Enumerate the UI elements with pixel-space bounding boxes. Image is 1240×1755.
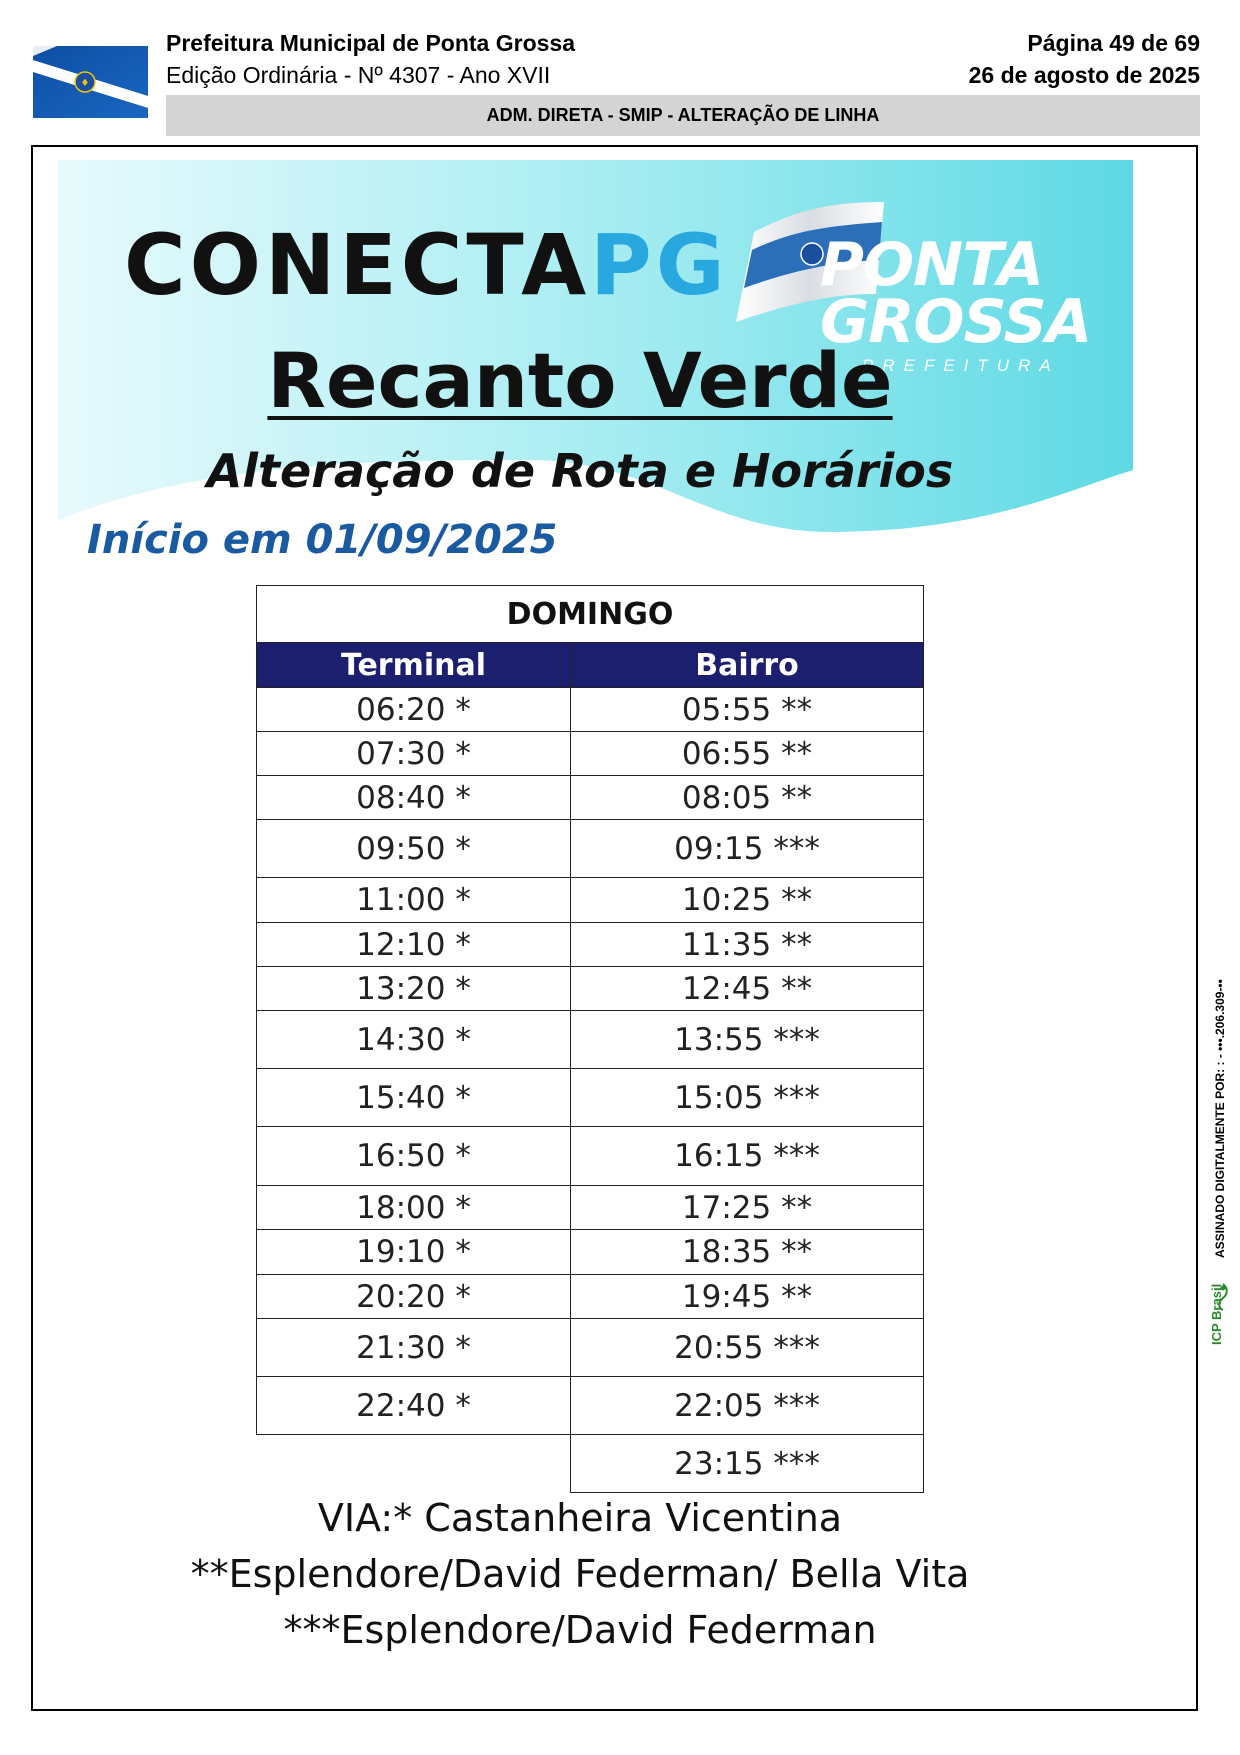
ponta-grossa-logo: PONTA GROSSA [820, 230, 1092, 357]
table-row: 14:30 * 13:55 *** [257, 1011, 924, 1069]
start-date: Início em 01/09/2025 [87, 517, 558, 563]
table-row: 19:10 * 18:35 ** [257, 1230, 924, 1275]
table-row: 20:20 * 19:45 ** [257, 1275, 924, 1319]
table-row: 16:50 * 16:15 *** [257, 1127, 924, 1186]
table-row: 07:30 * 06:55 ** [257, 732, 924, 776]
table-row: 09:50 * 09:15 *** [257, 820, 924, 878]
note-line-1: VIA:* Castanheira Vicentina [317, 1496, 843, 1540]
table-row: 23:15 *** [257, 1435, 924, 1493]
route-notes [0, 1490, 1160, 1658]
header-date: 26 de agosto de 2025 [968, 62, 1200, 88]
table-row: 18:00 * 17:25 ** [257, 1186, 924, 1230]
icp-brasil-label: ICP Brasil [1209, 1283, 1224, 1345]
note-line-2: **Esplendore/David Federman/ Bella Vita [190, 1552, 970, 1596]
header-section: ADM. DIRETA - SMIP - ALTERAÇÃO DE LINHA [486, 105, 880, 125]
digital-signature-text: ASSINADO DIGITALMENTE POR: : - •••.206.309-•• [1213, 979, 1227, 1258]
note-line-3: ***Esplendore/David Federman [283, 1608, 877, 1652]
table-row: 13:20 * 12:45 ** [257, 967, 924, 1011]
prefeitura-label: PREFEITURA [862, 356, 1060, 375]
table-row: 11:00 * 10:25 ** [257, 878, 924, 923]
table-row: 06:20 * 05:55 ** [257, 688, 924, 732]
column-terminal: Terminal [257, 643, 571, 688]
table-row: 08:40 * 08:05 ** [257, 776, 924, 820]
schedule-table [256, 585, 924, 1493]
header-org: Prefeitura Municipal de Ponta Grossa [166, 30, 575, 56]
line-subtitle: Alteração de Rota e Horários [206, 444, 954, 498]
table-row: 21:30 * 20:55 *** [257, 1319, 924, 1377]
table-row: 22:40 * 22:05 *** [257, 1377, 924, 1435]
city-flag-icon [33, 46, 148, 118]
line-title: Recanto Verde [267, 336, 893, 425]
header-edition: Edição Ordinária - Nº 4307 - Ano XVII [166, 62, 551, 88]
day-header: DOMINGO [257, 586, 924, 643]
header-page-number: Página 49 de 69 [1027, 30, 1200, 56]
header-section-bar [166, 95, 1200, 136]
table-row: 12:10 * 11:35 ** [257, 923, 924, 967]
table-row: 15:40 * 15:05 *** [257, 1069, 924, 1127]
conectapg-logo: CONECTAPG [124, 216, 729, 314]
column-bairro: Bairro [571, 643, 924, 688]
svg-text:♦: ♦ [80, 78, 90, 89]
